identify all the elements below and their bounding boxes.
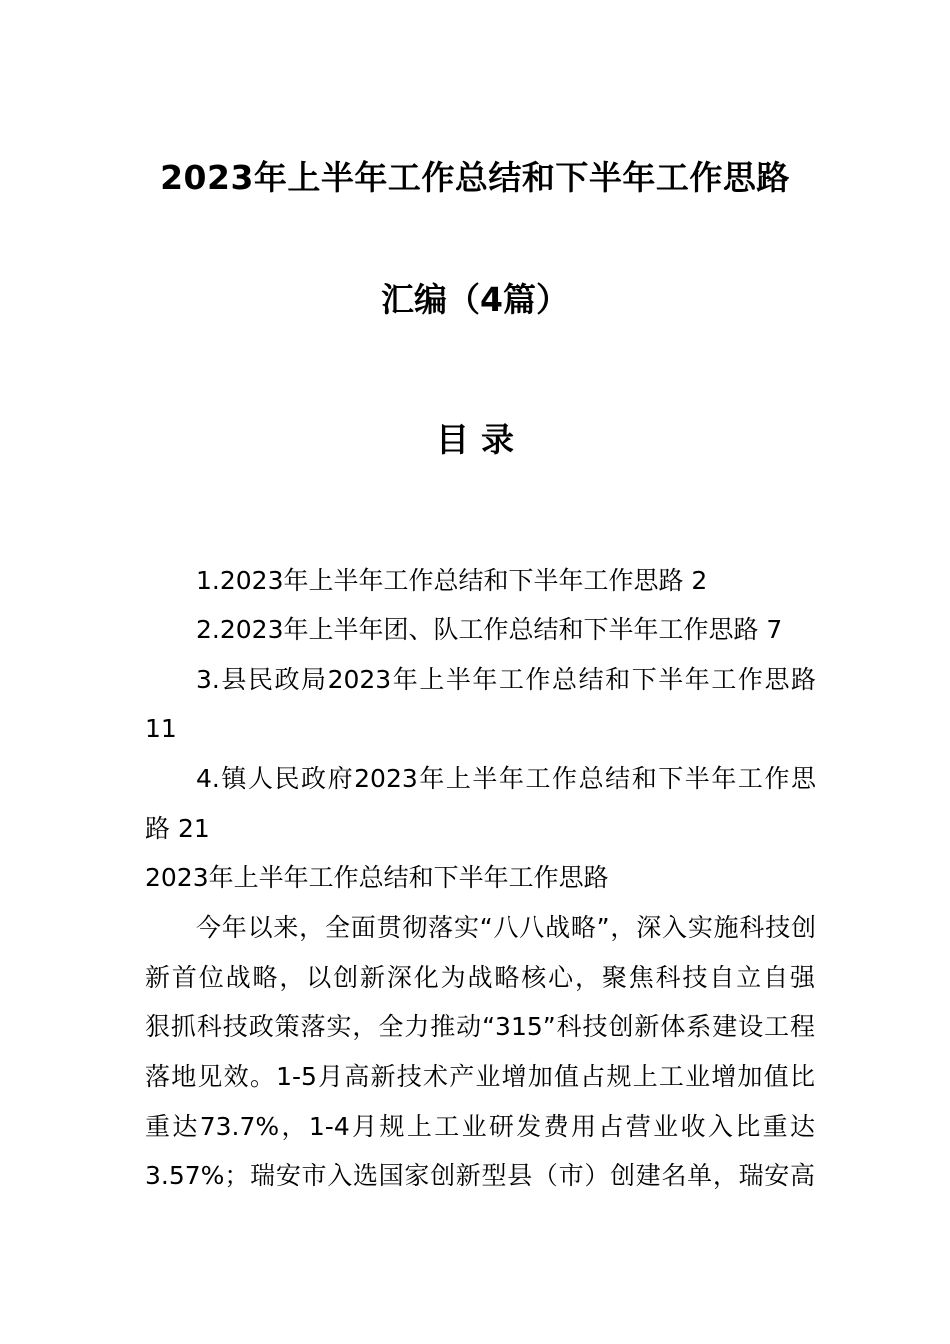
document-title-line-1: 2023年上半年工作总结和下半年工作思路 — [160, 158, 790, 197]
toc-item-1[interactable]: 1.2023年上半年工作总结和下半年工作思路 2 — [196, 566, 708, 595]
document-title-line-2: 汇编（4篇） — [381, 280, 569, 319]
body-line-4: 落地见效。1-5月高新技术产业增加值占规上工业增加值比 — [145, 1062, 815, 1091]
toc-item-3-page[interactable]: 11 — [145, 714, 177, 743]
section-title: 2023年上半年工作总结和下半年工作思路 — [145, 863, 609, 892]
toc-item-4[interactable]: 4.镇人民政府2023年上半年工作总结和下半年工作思 — [196, 764, 816, 793]
body-line-6: 3.57%；瑞安市入选国家创新型县（市）创建名单，瑞安高 — [145, 1161, 815, 1190]
toc-heading: 目录 — [436, 420, 526, 459]
body-line-5: 重达73.7%，1-4月规上工业研发费用占营业收入比重达 — [145, 1112, 815, 1141]
body-line-1: 今年以来，全面贯彻落实“八八战略”，深入实施科技创 — [196, 913, 816, 942]
toc-item-4-page[interactable]: 路 21 — [145, 814, 210, 843]
toc-item-2[interactable]: 2.2023年上半年团、队工作总结和下半年工作思路 7 — [196, 615, 783, 644]
body-line-2: 新首位战略，以创新深化为战略核心，聚焦科技自立自强 — [145, 963, 815, 992]
toc-item-3[interactable]: 3.县民政局2023年上半年工作总结和下半年工作思路 — [196, 665, 816, 694]
body-line-3: 狠抓科技政策落实，全力推动“315”科技创新体系建设工程 — [145, 1012, 815, 1041]
